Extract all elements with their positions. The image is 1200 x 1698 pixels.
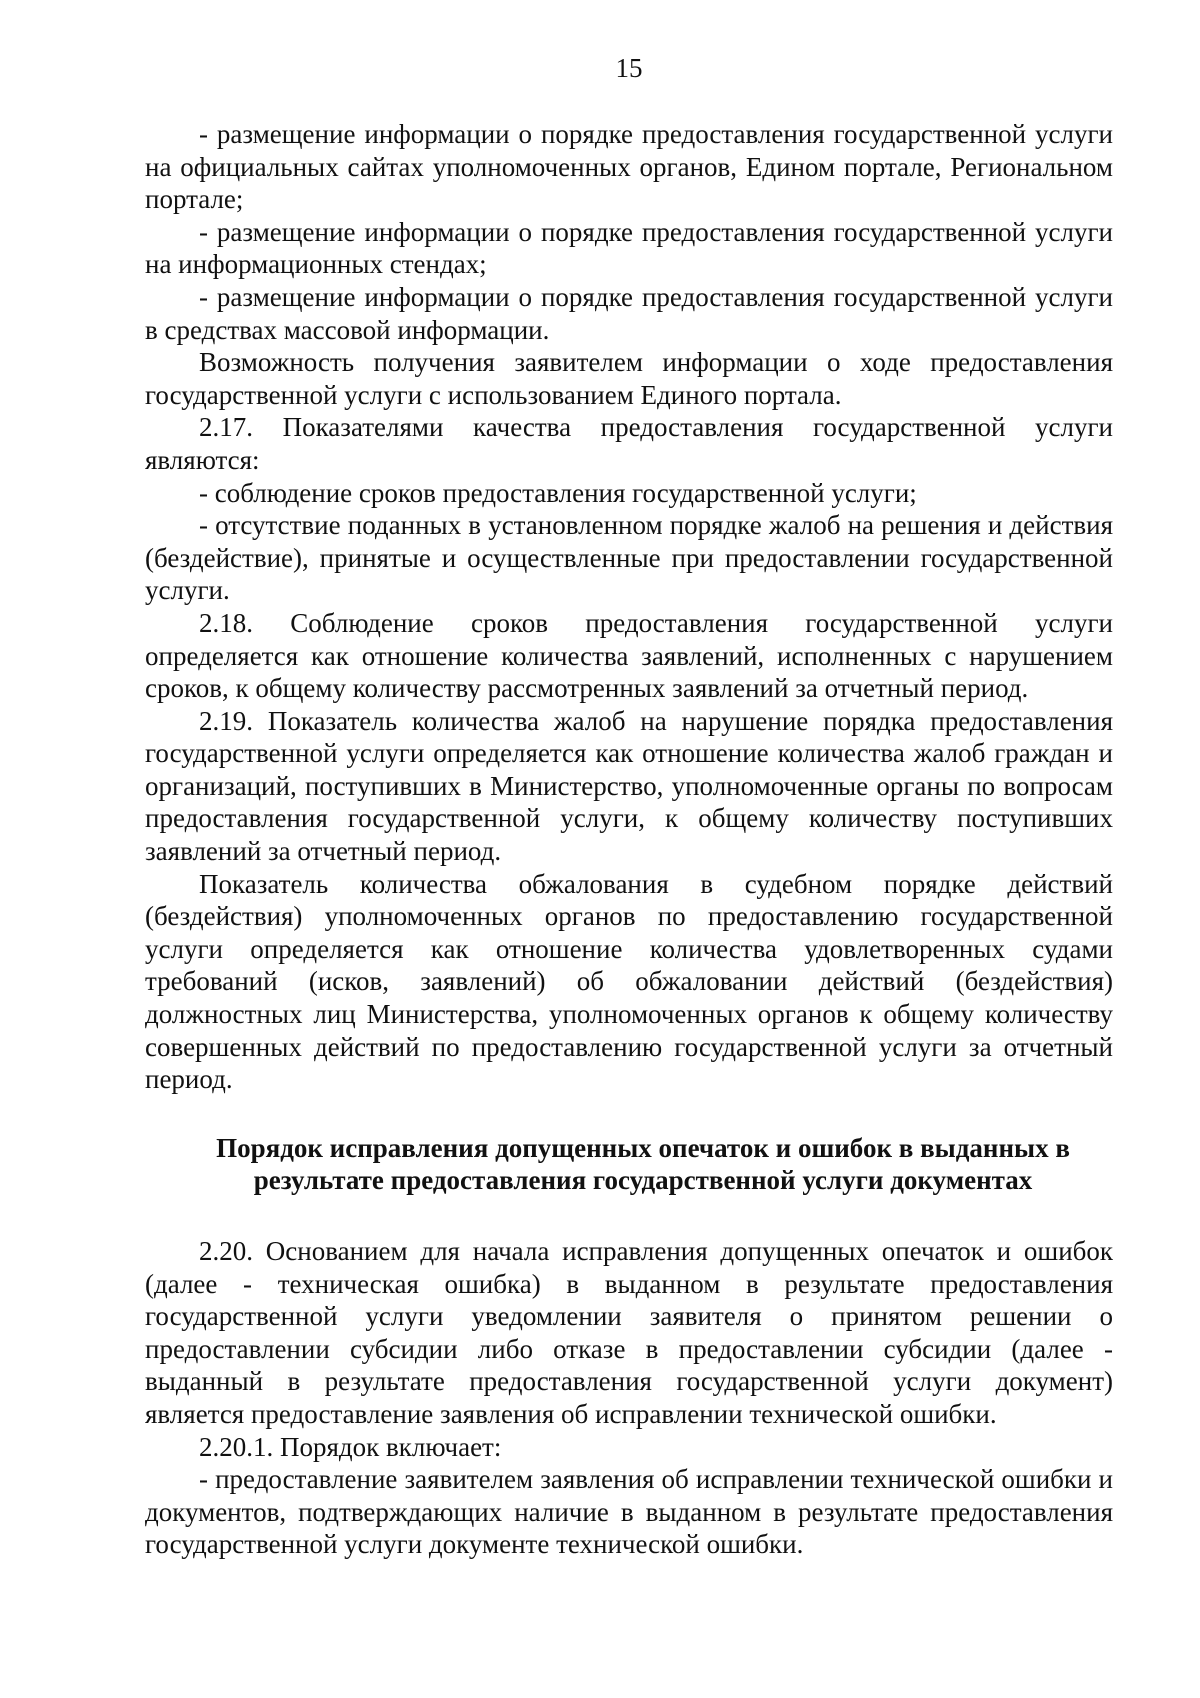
paragraph: - отсутствие поданных в установленном порядке жалоб на решения и действия (бездействие), принятые и осуществленные при предоставлении государственной услуги. [145, 510, 1113, 606]
paragraph: 2.20.1. Порядок включает: [199, 1431, 502, 1462]
paragraph: - размещение информации о порядке предоставления государственной услуги на информационных стендах; [145, 216, 1113, 280]
paragraph: Показатель количества обжалования в судебном порядке действий (бездействия) уполномоченных органов по предоставлению государственной услуги определяется как отношение количества удовлетворенных судами требований (исков, заявлений) об обжаловании действий (бездействия) должностных лиц Министерства, уполномоченных органов к общему количеству совершенных действий по предоставлению государственной услуги за отчетный период. [145, 868, 1113, 1095]
paragraph: Возможность получения заявителем информации о ходе предоставления государственной услуги с использованием Единого портала. [145, 347, 1113, 410]
paragraph: - предоставление заявителем заявления об исправлении технической ошибки и документов, подтверждающих наличие в выданном в результате предоставления государственной услуги документе технической ошибки. [145, 1464, 1113, 1560]
paragraph: 2.17. Показателями качества предоставления государственной услуги являются: [145, 412, 1113, 475]
paragraph: - размещение информации о порядке предоставления государственной услуги на официальных сайтах уполномоченных органов, Едином портале, Региональном портале; [145, 119, 1113, 215]
paragraph: - соблюдение сроков предоставления государственной услуги; [199, 477, 917, 508]
document-body [145, 118, 1113, 1561]
paragraph: 2.19. Показатель количества жалоб на нарушение порядка предоставления государственной услуги определяется как отношение количества жалоб граждан и организаций, поступивших в Министерство, уполномоченные органы по вопросам предоставления государственной услуги, к общему количеству поступивших заявлений за отчетный период. [145, 705, 1113, 867]
paragraph: - размещение информации о порядке предоставления государственной услуги в средствах массовой информации. [145, 281, 1113, 345]
paragraph: 2.20. Основанием для начала исправления допущенных опечаток и ошибок (далее - техническая ошибка) в выданном в результате предоставления государственной услуги уведомлении заявителя о принятом решении о предоставлении субсидии либо отказе в предоставлении субсидии (далее - выданный в результате предоставления государственной услуги документ) является предоставление заявления об исправлении технической ошибки. [145, 1236, 1113, 1429]
page-number: 15 [615, 53, 643, 83]
paragraph: 2.18. Соблюдение сроков предоставления государственной услуги определяется как отношение количества заявлений, исполненных с нарушением сроков, к общему количеству рассмотренных заявлений за отчетный период. [145, 607, 1113, 704]
section-heading: Порядок исправления допущенных опечаток и ошибок в выданных в результате предоставления государственной услуги документах [216, 1132, 1070, 1196]
